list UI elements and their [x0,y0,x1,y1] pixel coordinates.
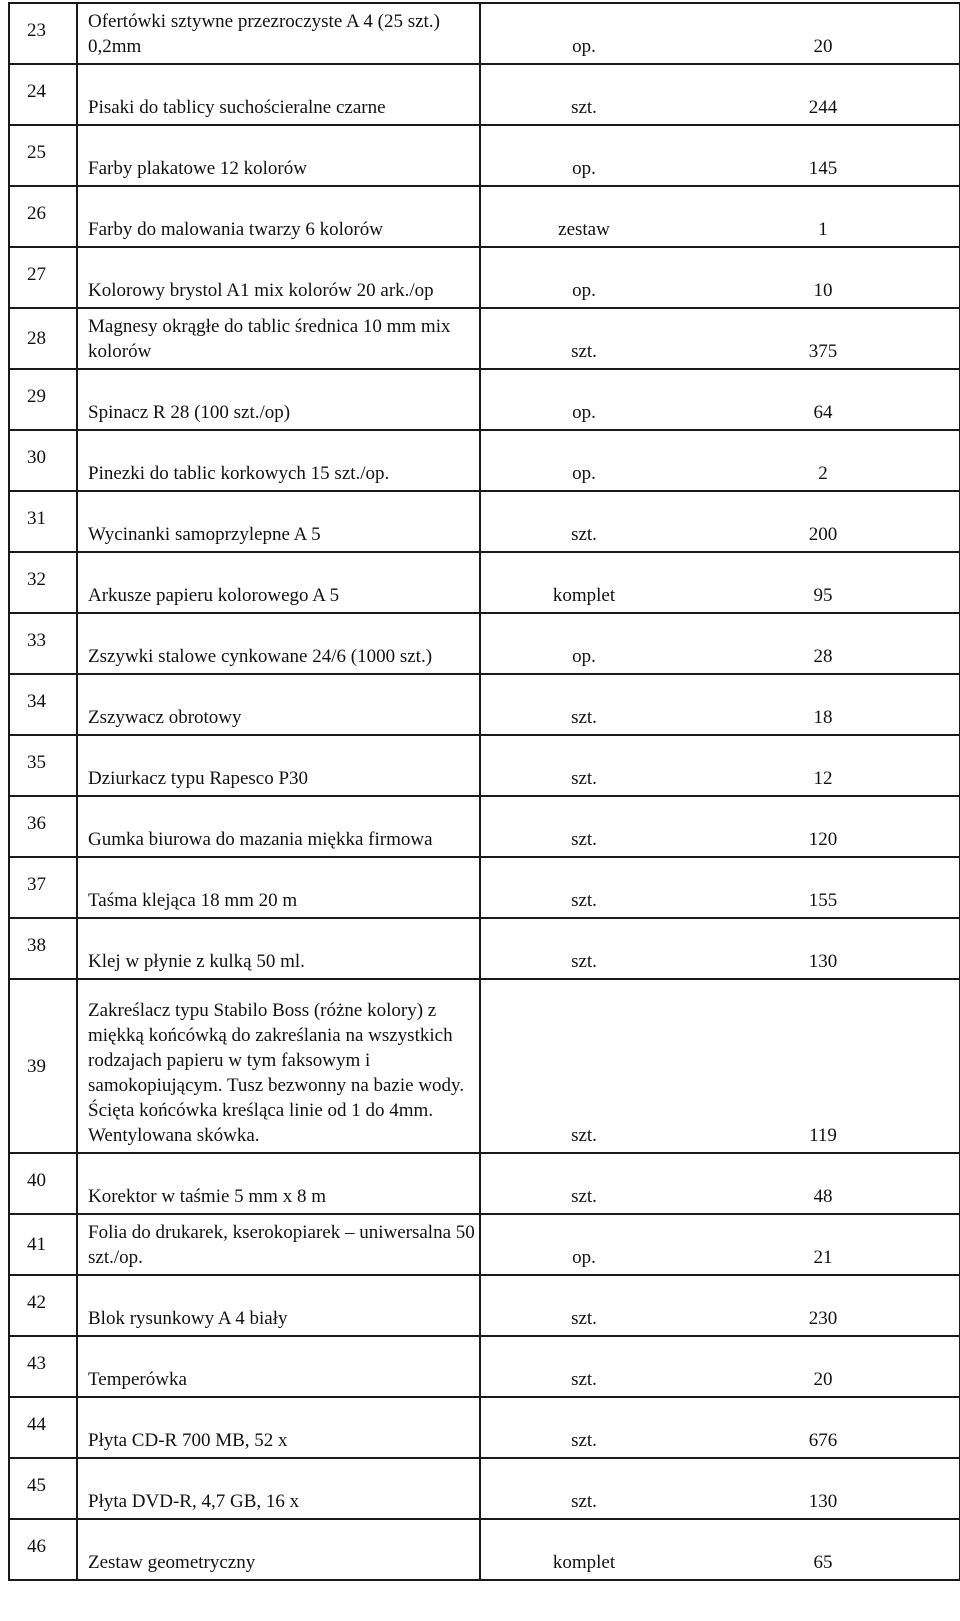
item-quantity: 155 [687,857,960,918]
table-row [9,308,960,369]
item-name: Zszywacz obrotowy [77,674,480,735]
table-row [9,125,960,186]
item-number: 39 [9,979,77,1153]
supply-items-table [8,2,960,1581]
item-number: 38 [9,918,77,979]
item-name: Płyta CD-R 700 MB, 52 x [77,1397,480,1458]
item-unit: szt. [480,1458,687,1519]
item-quantity: 95 [687,552,960,613]
item-unit: szt. [480,1336,687,1397]
item-number: 37 [9,857,77,918]
item-number: 32 [9,552,77,613]
item-number: 29 [9,369,77,430]
item-unit: szt. [480,1397,687,1458]
item-name: Pinezki do tablic korkowych 15 szt./op. [77,430,480,491]
item-quantity: 145 [687,125,960,186]
item-unit: komplet [480,1519,687,1580]
item-number: 24 [9,64,77,125]
item-unit: zestaw [480,186,687,247]
item-name: Gumka biurowa do mazania miękka firmowa [77,796,480,857]
item-name: Kolorowy brystol A1 mix kolorów 20 ark./op [77,247,480,308]
item-number: 33 [9,613,77,674]
item-number: 30 [9,430,77,491]
item-number: 34 [9,674,77,735]
item-number: 36 [9,796,77,857]
item-quantity: 244 [687,64,960,125]
table-row [9,1397,960,1458]
table-row [9,369,960,430]
item-quantity: 130 [687,1458,960,1519]
item-name: Pisaki do tablicy suchościeralne czarne [77,64,480,125]
item-quantity: 28 [687,613,960,674]
item-number: 40 [9,1153,77,1214]
item-name: Farby plakatowe 12 kolorów [77,125,480,186]
item-quantity: 65 [687,1519,960,1580]
item-quantity: 20 [687,1336,960,1397]
item-unit: szt. [480,979,687,1153]
item-quantity: 20 [687,3,960,64]
table-row [9,1458,960,1519]
item-unit: szt. [480,796,687,857]
table-row [9,1275,960,1336]
item-quantity: 2 [687,430,960,491]
item-number: 44 [9,1397,77,1458]
item-number: 27 [9,247,77,308]
item-unit: szt. [480,857,687,918]
item-name: Korektor w taśmie 5 mm x 8 m [77,1153,480,1214]
item-name: Arkusze papieru kolorowego A 5 [77,552,480,613]
item-quantity: 230 [687,1275,960,1336]
item-number: 31 [9,491,77,552]
item-name: Zakreślacz typu Stabilo Boss (różne kolory) z miękką końcówką do zakreślania na wszystkich rodzajach papieru w tym faksowym i samokopiującym. Tusz bezwonny na bazie wody. Ścięta końcówka kreśląca linie od 1 do 4mm. Wentylowana skówka. [77,979,480,1153]
table-row [9,857,960,918]
item-unit: komplet [480,552,687,613]
item-unit: op. [480,125,687,186]
item-quantity: 120 [687,796,960,857]
item-number: 43 [9,1336,77,1397]
item-name: Folia do drukarek, kserokopiarek – uniwersalna 50 szt./op. [77,1214,480,1275]
table-row [9,1214,960,1275]
item-unit: szt. [480,1275,687,1336]
item-quantity: 119 [687,979,960,1153]
item-name: Ofertówki sztywne przezroczyste A 4 (25 szt.) 0,2mm [77,3,480,64]
item-number: 25 [9,125,77,186]
item-unit: op. [480,369,687,430]
item-unit: szt. [480,735,687,796]
item-number: 46 [9,1519,77,1580]
item-unit: szt. [480,918,687,979]
item-name: Klej w płynie z kulką 50 ml. [77,918,480,979]
item-unit: szt. [480,1153,687,1214]
item-number: 23 [9,3,77,64]
item-quantity: 21 [687,1214,960,1275]
item-unit: szt. [480,64,687,125]
table-row [9,491,960,552]
item-number: 35 [9,735,77,796]
item-unit: szt. [480,674,687,735]
table-row [9,430,960,491]
item-quantity: 18 [687,674,960,735]
table-row [9,186,960,247]
item-name: Dziurkacz typu Rapesco P30 [77,735,480,796]
table-row [9,613,960,674]
item-name: Magnesy okrągłe do tablic średnica 10 mm mix kolorów [77,308,480,369]
item-name: Spinacz R 28 (100 szt./op) [77,369,480,430]
item-unit: szt. [480,491,687,552]
item-number: 41 [9,1214,77,1275]
table-row [9,3,960,64]
item-quantity: 1 [687,186,960,247]
table-row [9,1336,960,1397]
item-name: Temperówka [77,1336,480,1397]
table-row [9,1519,960,1580]
item-number: 28 [9,308,77,369]
table-row [9,979,960,1153]
item-name: Taśma klejąca 18 mm 20 m [77,857,480,918]
item-quantity: 676 [687,1397,960,1458]
table-row [9,796,960,857]
item-name: Płyta DVD-R, 4,7 GB, 16 x [77,1458,480,1519]
table-row [9,918,960,979]
item-unit: szt. [480,308,687,369]
table-row [9,735,960,796]
table-row [9,247,960,308]
item-name: Zestaw geometryczny [77,1519,480,1580]
item-quantity: 130 [687,918,960,979]
item-quantity: 64 [687,369,960,430]
item-unit: op. [480,430,687,491]
supply-list-sheet [8,2,959,1581]
table-row [9,64,960,125]
item-number: 45 [9,1458,77,1519]
item-quantity: 48 [687,1153,960,1214]
item-quantity: 375 [687,308,960,369]
item-number: 26 [9,186,77,247]
item-unit: op. [480,247,687,308]
item-name: Wycinanki samoprzylepne A 5 [77,491,480,552]
item-quantity: 10 [687,247,960,308]
item-number: 42 [9,1275,77,1336]
table-row [9,1153,960,1214]
item-unit: op. [480,1214,687,1275]
table-row [9,674,960,735]
item-name: Zszywki stalowe cynkowane 24/6 (1000 szt.) [77,613,480,674]
item-quantity: 12 [687,735,960,796]
table-row [9,552,960,613]
item-unit: op. [480,3,687,64]
supply-items-body [9,3,960,1580]
item-unit: op. [480,613,687,674]
item-name: Farby do malowania twarzy 6 kolorów [77,186,480,247]
item-quantity: 200 [687,491,960,552]
item-name: Blok rysunkowy A 4 biały [77,1275,480,1336]
